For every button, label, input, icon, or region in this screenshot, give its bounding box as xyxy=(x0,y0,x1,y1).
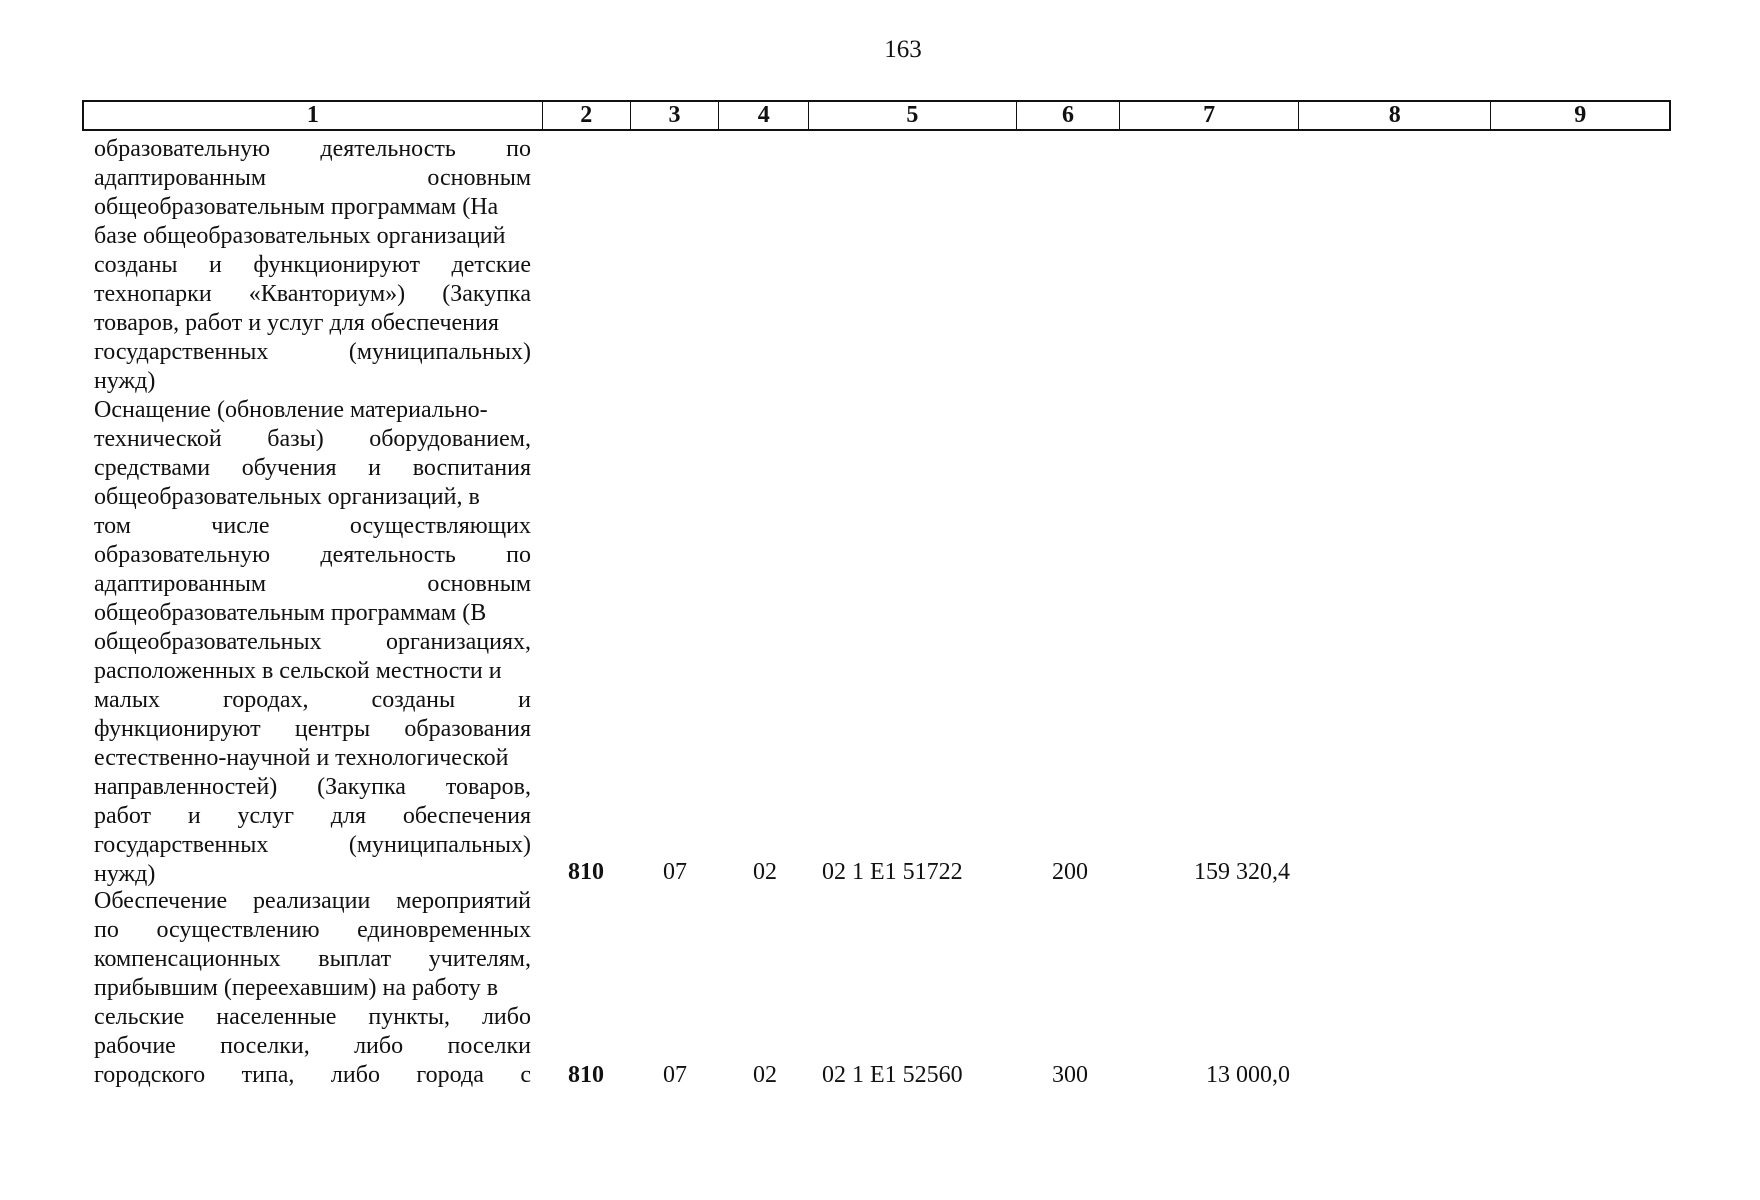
description-line: малых городах, созданы и xyxy=(94,687,531,713)
description-line: адаптированным основным xyxy=(94,571,531,597)
row-amount: 159 320,4 xyxy=(1194,859,1290,885)
description-line: нужд) xyxy=(94,861,156,887)
description-line: образовательную деятельность по xyxy=(94,136,531,162)
description-line: средствами обучения и воспитания xyxy=(94,455,531,481)
description-line: технической базы) оборудованием, xyxy=(94,426,531,452)
description-line: Оснащение (обновление материально- xyxy=(94,397,488,423)
column-header-2: 2 xyxy=(543,102,631,129)
row-description xyxy=(94,135,531,396)
column-header-7: 7 xyxy=(1120,102,1299,129)
description-line: общеобразовательных организациях, xyxy=(94,629,531,655)
description-line: прибывшим (переехавшим) на работу в xyxy=(94,975,499,1001)
row-description xyxy=(94,887,531,1090)
description-line: общеобразовательных организаций, в xyxy=(94,484,480,510)
column-header-4: 4 xyxy=(719,102,809,129)
row-subsection: 02 xyxy=(753,1062,777,1088)
row-expense-type: 300 xyxy=(1052,1062,1088,1088)
description-line: городского типа, либо города с xyxy=(94,1062,531,1088)
description-line: созданы и функционируют детские xyxy=(94,252,531,278)
page-number: 163 xyxy=(884,36,922,63)
description-line: общеобразовательным программам (На xyxy=(94,194,499,220)
description-line: Обеспечение реализации мероприятий xyxy=(94,888,531,914)
description-line: государственных (муниципальных) xyxy=(94,339,531,365)
description-line: естественно-научной и технологической xyxy=(94,745,509,771)
row-code: 810 xyxy=(568,1062,604,1088)
description-line: работ и услуг для обеспечения xyxy=(94,803,531,829)
row-section: 07 xyxy=(663,1062,687,1088)
row-section: 07 xyxy=(663,859,687,885)
row-amount: 13 000,0 xyxy=(1206,1062,1290,1088)
row-subsection: 02 xyxy=(753,859,777,885)
description-line: товаров, работ и услуг для обеспечения xyxy=(94,310,499,336)
description-line: направленностей) (Закупка товаров, xyxy=(94,774,531,800)
table-header xyxy=(82,100,1671,131)
column-header-3: 3 xyxy=(631,102,720,129)
description-line: нужд) xyxy=(94,368,156,394)
row-target-article: 02 1 E1 52560 xyxy=(822,1062,963,1088)
description-line: базе общеобразовательных организаций xyxy=(94,223,506,249)
description-line: образовательную деятельность по xyxy=(94,542,531,568)
row-code: 810 xyxy=(568,859,604,885)
description-line: по осуществлению единовременных xyxy=(94,917,531,943)
description-line: компенсационных выплат учителям, xyxy=(94,946,531,972)
description-line: сельские населенные пункты, либо xyxy=(94,1004,531,1030)
description-line: государственных (муниципальных) xyxy=(94,832,531,858)
description-line: функционируют центры образования xyxy=(94,716,531,742)
column-header-6: 6 xyxy=(1017,102,1121,129)
column-header-1: 1 xyxy=(84,102,543,129)
description-line: общеобразовательным программам (В xyxy=(94,600,487,626)
description-line: расположенных в сельской местности и xyxy=(94,658,502,684)
column-header-8: 8 xyxy=(1299,102,1492,129)
description-line: адаптированным основным xyxy=(94,165,531,191)
row-expense-type: 200 xyxy=(1052,859,1088,885)
row-target-article: 02 1 E1 51722 xyxy=(822,859,963,885)
description-line: технопарки «Кванториум») (Закупка xyxy=(94,281,531,307)
column-header-5: 5 xyxy=(809,102,1016,129)
column-header-9: 9 xyxy=(1574,102,1587,128)
description-line: том числе осуществляющих xyxy=(94,513,531,539)
description-line: рабочие поселки, либо поселки xyxy=(94,1033,531,1059)
row-description xyxy=(94,396,531,889)
